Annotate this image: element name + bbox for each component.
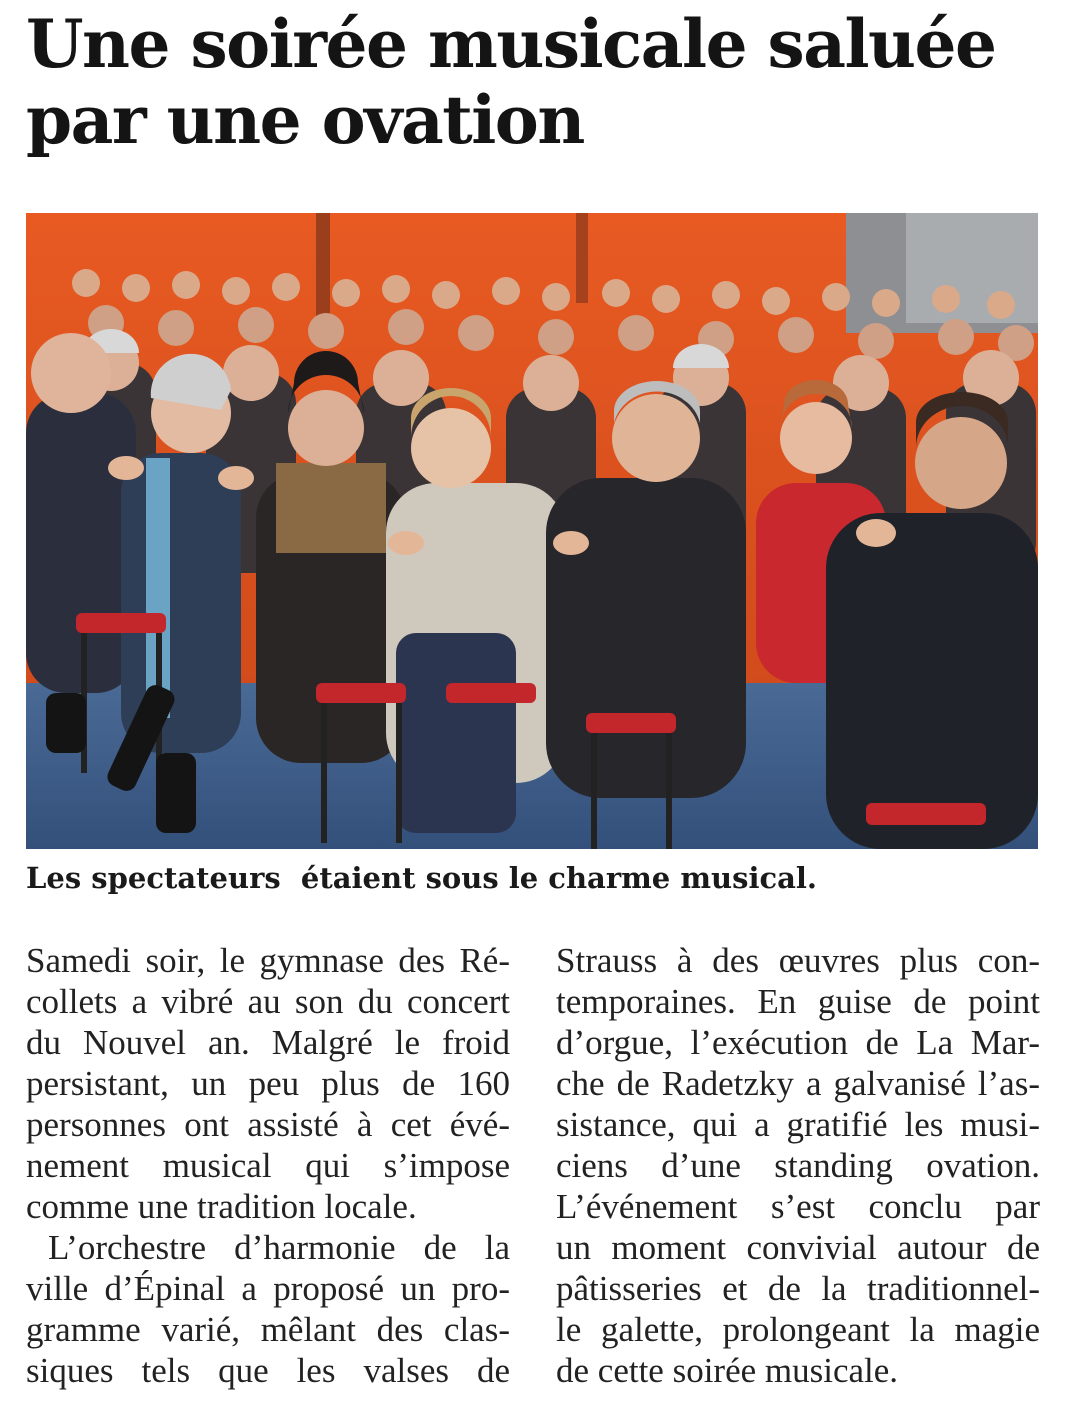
body-line: comme une tradition locale. — [26, 1187, 417, 1226]
body-line: personnes ont assisté à cet évé- — [26, 1105, 510, 1144]
body-line: de cette soirée musicale. — [556, 1351, 899, 1390]
body-line: nement musical qui s’impose — [26, 1146, 510, 1185]
body-line: pâtisseries et de la traditionnel- — [556, 1269, 1040, 1308]
headline-line-1: Une soirée musicale saluée — [26, 5, 996, 83]
photo-caption: Les spectateurs étaient sous le charme musical. — [26, 861, 818, 895]
body-line: gramme varié, mêlant des clas- — [26, 1310, 510, 1349]
body-line: persistant, un peu plus de 160 — [26, 1064, 510, 1103]
body-line: L’orchestre d’harmonie de la — [48, 1228, 510, 1267]
body-line: Strauss à des œuvres plus con- — [556, 941, 1040, 980]
body-line: ciens d’une standing ovation. — [556, 1146, 1040, 1185]
body-line: du Nouvel an. Malgré le froid — [26, 1023, 510, 1062]
body-line: temporaines. En guise de point — [556, 982, 1040, 1021]
body-line: sistance, qui a gratifié les musi- — [556, 1105, 1040, 1144]
body-line: ville d’Épinal a proposé un pro- — [26, 1269, 510, 1308]
adjacent-column-edge — [1070, 0, 1086, 1423]
body-line: siques tels que les valses de — [26, 1351, 510, 1390]
body-line: le galette, prolongeant la magie — [556, 1310, 1040, 1349]
article-column-2 — [556, 940, 1040, 1391]
body-line: d’orgue, l’exécution de La Mar- — [556, 1023, 1040, 1062]
body-line: che de Radetzky a galvanisé l’as- — [556, 1064, 1040, 1103]
body-line: collets a vibré au son du concert — [26, 982, 510, 1021]
article-headline — [26, 6, 1026, 158]
body-line: Samedi soir, le gymnase des Ré- — [26, 941, 510, 980]
body-line: L’événement s’est conclu par — [556, 1187, 1040, 1226]
audience-photo — [26, 213, 1038, 849]
article-column-1 — [26, 940, 510, 1391]
body-line: un moment convivial autour de — [556, 1228, 1040, 1267]
headline-line-2: par une ovation — [26, 81, 584, 159]
